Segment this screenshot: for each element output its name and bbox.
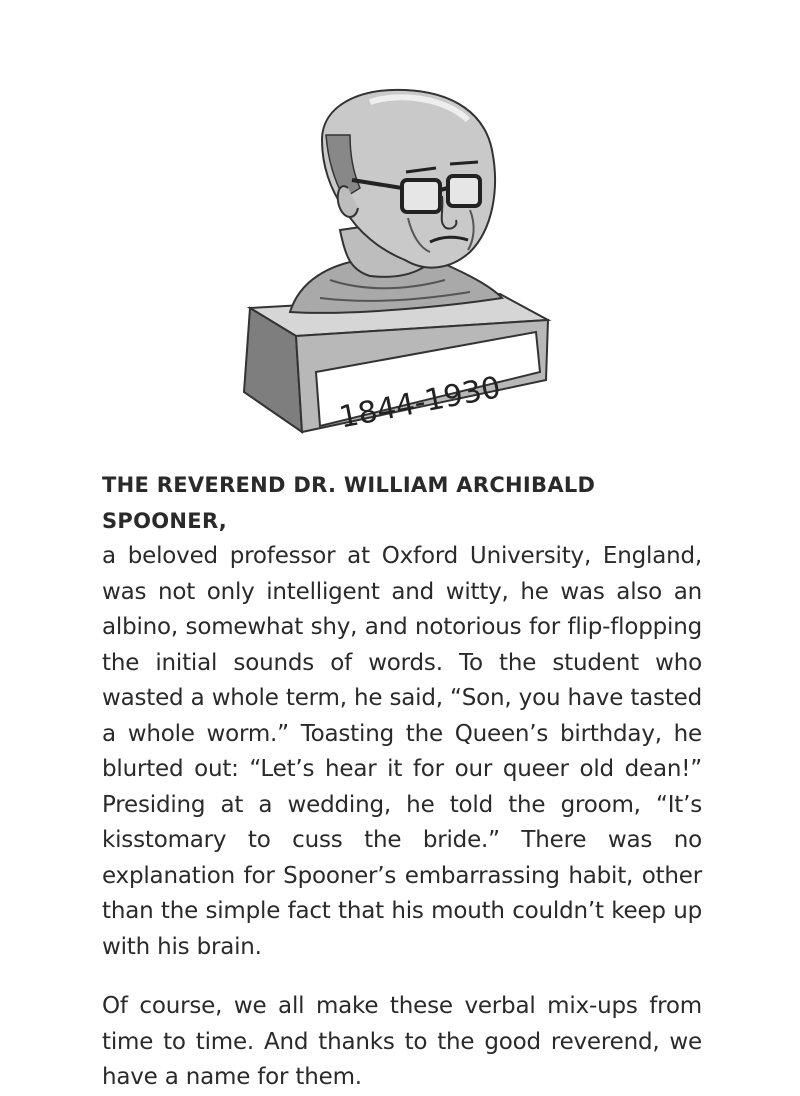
plaque-dates: 1844-1930 <box>336 370 504 436</box>
paragraph-2: Of course, we all make these verbal mix-ups from time to time. And thanks to the good reverend, we have a name for them. <box>102 993 702 1090</box>
paragraph-1-body: a beloved professor at Oxford University, England, was not only intelligent and witty, he was also an albino, somewhat shy, and notorious for flip-flopping the initial sounds of words. To the student who wasted a whole term, he said, “Son, you have tasted a whole worm.” Toasting the Queen’s birthday, he blurted out: “Let’s hear it for our queer old dean!” Presiding at a wedding, he told the groom, “It’s kisstomary to cuss the bride.” There was no explanation for Spooner’s embarrassing habit, other than the simple fact that his mouth couldn’t keep up with his brain. <box>102 543 702 960</box>
article-text <box>102 468 702 1096</box>
paragraph-1 <box>102 468 702 965</box>
subject-name: THE REVEREND DR. WILLIAM ARCHIBALD SPOONER, <box>102 473 596 533</box>
spooner-bust-illustration <box>230 80 560 440</box>
